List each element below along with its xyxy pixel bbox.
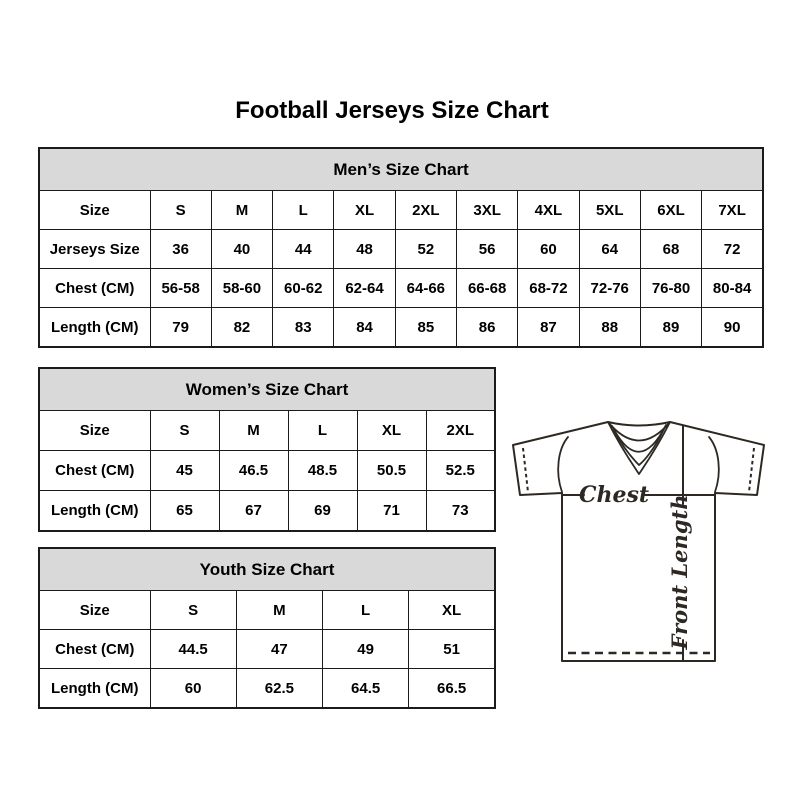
table-cell: S <box>150 591 236 630</box>
table-row <box>39 411 495 451</box>
table-cell: M <box>211 191 272 230</box>
youth-table-title: Youth Size Chart <box>39 548 495 591</box>
table-header-row <box>39 368 495 411</box>
table-cell: 40 <box>211 230 272 269</box>
table-cell: XL <box>409 591 495 630</box>
front-length-label: Front Length <box>667 494 692 650</box>
table-header-row <box>39 148 763 191</box>
mens-table-title: Men’s Size Chart <box>39 148 763 191</box>
table-cell: 83 <box>273 308 334 348</box>
table-cell: 60 <box>150 669 236 709</box>
chest-label: Chest <box>578 482 650 508</box>
row-label: Size <box>39 591 150 630</box>
row-label: Length (CM) <box>39 308 150 348</box>
left-cuff-dashed-line <box>523 448 528 492</box>
table-row <box>39 308 763 348</box>
table-cell: 47 <box>236 630 322 669</box>
table-cell: 58-60 <box>211 269 272 308</box>
table-cell: 4XL <box>518 191 579 230</box>
table-cell: 2XL <box>426 411 495 451</box>
table-cell: XL <box>334 191 395 230</box>
table-cell: 64-66 <box>395 269 456 308</box>
table-cell: 67 <box>219 491 288 532</box>
table-row <box>39 269 763 308</box>
table-cell: 52.5 <box>426 451 495 491</box>
table-cell: 51 <box>409 630 495 669</box>
table-cell: 60 <box>518 230 579 269</box>
table-cell: 68 <box>640 230 701 269</box>
table-cell: 64 <box>579 230 640 269</box>
table-cell: S <box>150 411 219 451</box>
table-cell: 71 <box>357 491 426 532</box>
table-row <box>39 669 495 709</box>
left-armhole-seam <box>558 437 568 492</box>
table-cell: 56 <box>456 230 517 269</box>
table-cell: 6XL <box>640 191 701 230</box>
table-cell: M <box>219 411 288 451</box>
row-label: Length (CM) <box>39 491 150 532</box>
table-cell: 82 <box>211 308 272 348</box>
mens-size-table <box>38 147 764 348</box>
right-armhole-seam <box>709 437 719 492</box>
youth-size-table <box>38 547 496 709</box>
row-label: Size <box>39 411 150 451</box>
table-cell: 80-84 <box>702 269 763 308</box>
table-cell: 56-58 <box>150 269 211 308</box>
table-cell: 87 <box>518 308 579 348</box>
table-cell: 90 <box>702 308 763 348</box>
table-cell: 2XL <box>395 191 456 230</box>
table-cell: L <box>273 191 334 230</box>
table-cell: 68-72 <box>518 269 579 308</box>
row-label: Jerseys Size <box>39 230 150 269</box>
table-cell: 62.5 <box>236 669 322 709</box>
jersey-measurement-diagram <box>495 402 785 692</box>
table-cell: 86 <box>456 308 517 348</box>
table-cell: 48 <box>334 230 395 269</box>
table-cell: 36 <box>150 230 211 269</box>
table-cell: S <box>150 191 211 230</box>
table-cell: 50.5 <box>357 451 426 491</box>
table-row <box>39 591 495 630</box>
table-cell: 64.5 <box>323 669 409 709</box>
vneck-outer <box>608 422 670 474</box>
row-label: Size <box>39 191 150 230</box>
table-cell: 73 <box>426 491 495 532</box>
table-cell: 88 <box>579 308 640 348</box>
womens-size-table <box>38 367 496 532</box>
table-cell: 48.5 <box>288 451 357 491</box>
table-cell: 3XL <box>456 191 517 230</box>
table-cell: L <box>288 411 357 451</box>
jersey-outline <box>513 422 764 661</box>
table-cell: 49 <box>323 630 409 669</box>
table-cell: M <box>236 591 322 630</box>
collar-arc-inner <box>612 425 666 452</box>
table-row <box>39 630 495 669</box>
table-cell: 65 <box>150 491 219 532</box>
table-cell: 69 <box>288 491 357 532</box>
table-cell: 7XL <box>702 191 763 230</box>
right-cuff-dashed-line <box>749 448 754 492</box>
table-cell: 89 <box>640 308 701 348</box>
table-cell: 66-68 <box>456 269 517 308</box>
table-cell: 44.5 <box>150 630 236 669</box>
table-cell: 84 <box>334 308 395 348</box>
table-row <box>39 451 495 491</box>
jersey-diagram-svg <box>495 402 785 692</box>
table-cell: 62-64 <box>334 269 395 308</box>
table-cell: 60-62 <box>273 269 334 308</box>
page-title: Football Jerseys Size Chart <box>235 97 549 124</box>
table-cell: 72 <box>702 230 763 269</box>
table-cell: 79 <box>150 308 211 348</box>
table-cell: 44 <box>273 230 334 269</box>
table-header-row <box>39 548 495 591</box>
table-cell: 52 <box>395 230 456 269</box>
table-cell: XL <box>357 411 426 451</box>
table-row <box>39 230 763 269</box>
table-row <box>39 191 763 230</box>
row-label: Chest (CM) <box>39 269 150 308</box>
table-row <box>39 491 495 532</box>
row-label: Chest (CM) <box>39 630 150 669</box>
table-cell: L <box>323 591 409 630</box>
table-cell: 46.5 <box>219 451 288 491</box>
table-cell: 76-80 <box>640 269 701 308</box>
table-cell: 85 <box>395 308 456 348</box>
womens-table-title: Women’s Size Chart <box>39 368 495 411</box>
table-cell: 45 <box>150 451 219 491</box>
table-cell: 66.5 <box>409 669 495 709</box>
table-cell: 72-76 <box>579 269 640 308</box>
table-cell: 5XL <box>579 191 640 230</box>
row-label: Chest (CM) <box>39 451 150 491</box>
row-label: Length (CM) <box>39 669 150 709</box>
